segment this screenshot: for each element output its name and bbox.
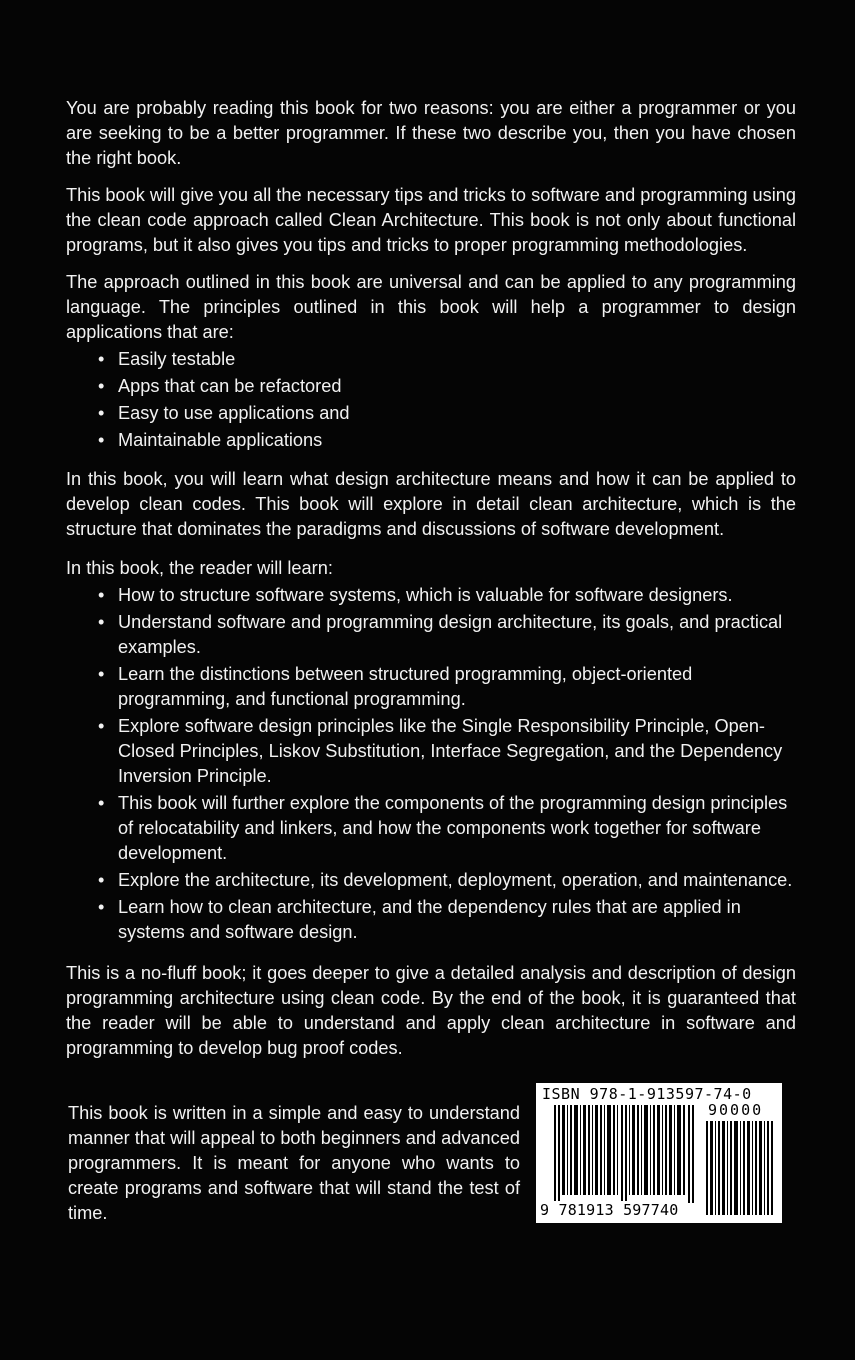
bullet-icon: • <box>98 585 105 605</box>
list-item <box>66 662 796 712</box>
bullet-icon: • <box>98 403 105 423</box>
list-item-text: Easily testable <box>118 349 236 369</box>
reader-learn-list <box>66 583 796 945</box>
audience-paragraph: This book is written in a simple and easy to understand manner that will appeal to both beginners and advanced programmers. It is meant for anyone who wants to create programs and software that will stand the test of time. <box>68 1103 520 1223</box>
bullet-icon: • <box>98 376 105 396</box>
list-item <box>66 868 796 893</box>
list-item-text: Maintainable applications <box>118 430 323 450</box>
addon-price-code: 90000 <box>708 1101 764 1119</box>
list-item <box>66 428 796 453</box>
list-item-text: Explore the architecture, its development, deployment, operation, and maintenance. <box>118 870 793 890</box>
isbn-barcode <box>536 1083 782 1223</box>
list-item <box>66 895 796 945</box>
list-item <box>66 610 796 660</box>
barcode-bars-icon <box>554 1105 696 1203</box>
list-item-text: How to structure software systems, which is valuable for software designers. <box>118 585 733 605</box>
addon-barcode-icon <box>706 1121 774 1215</box>
learn-intro-paragraph: In this book, you will learn what design architecture means and how it can be applied to develop clean codes. This book will explore in detail clean architecture, which is the structure that dominates the paradigms and discussions of software development. <box>66 469 796 539</box>
list-item-text: Understand software and programming design architecture, its goals, and practical examples. <box>118 612 783 657</box>
intro-paragraph: You are probably reading this book for two reasons: you are either a programmer or you are seeking to be a better programmer. If these two describe you, then you have chosen the right book. <box>66 98 796 168</box>
bullet-icon: • <box>98 664 105 684</box>
isbn-label: ISBN 978-1-913597-74-0 <box>542 1085 752 1103</box>
list-item <box>66 714 796 789</box>
list-item-text: Learn the distinctions between structured programming, object-oriented programming, and functional programming. <box>118 664 693 709</box>
list-item-text: This book will further explore the components of the programming design principles of relocatability and linkers, and how the components work together for software development. <box>118 793 788 863</box>
list-item-text: Learn how to clean architecture, and the dependency rules that are applied in systems and software design. <box>118 897 741 942</box>
bullet-icon: • <box>98 430 105 450</box>
bullet-icon: • <box>98 897 105 917</box>
bullet-icon: • <box>98 612 105 632</box>
approach-paragraph: The approach outlined in this book are universal and can be applied to any programming language. The principles outlined in this book will help a programmer to design applications that are: <box>66 272 796 342</box>
application-qualities-list <box>66 347 796 453</box>
bullet-icon: • <box>98 349 105 369</box>
no-fluff-paragraph: This is a no-fluff book; it goes deeper to give a detailed analysis and description of design programming architecture using clean code. By the end of the book, it is guaranteed that the reader will be able to understand and apply clean architecture in software and programming to develop bug proof codes. <box>66 963 796 1058</box>
list-item <box>66 401 796 426</box>
list-item <box>66 374 796 399</box>
bullet-icon: • <box>98 870 105 890</box>
bottom-section <box>66 1083 796 1233</box>
bullet-icon: • <box>98 793 105 813</box>
list-item-text: Explore software design principles like the Single Responsibility Principle, Open-Closed Principles, Liskov Substitution, Interface Segregation, and the Dependency Inversion Principle. <box>118 716 783 786</box>
list-item-text: Apps that can be refactored <box>118 376 342 396</box>
list-item <box>66 791 796 866</box>
reader-learn-heading: In this book, the reader will learn: <box>66 558 333 578</box>
back-cover <box>66 96 796 1233</box>
bullet-icon: • <box>98 716 105 736</box>
list-item <box>66 583 796 608</box>
list-item-text: Easy to use applications and <box>118 403 350 423</box>
tips-paragraph: This book will give you all the necessary tips and tricks to software and programming using the clean code approach called Clean Architecture. This book is not only about functional programs, but it also gives you tips and tricks to proper programming methodologies. <box>66 185 796 255</box>
isbn-digits: 9 781913 597740 <box>540 1201 679 1219</box>
list-item <box>66 347 796 372</box>
